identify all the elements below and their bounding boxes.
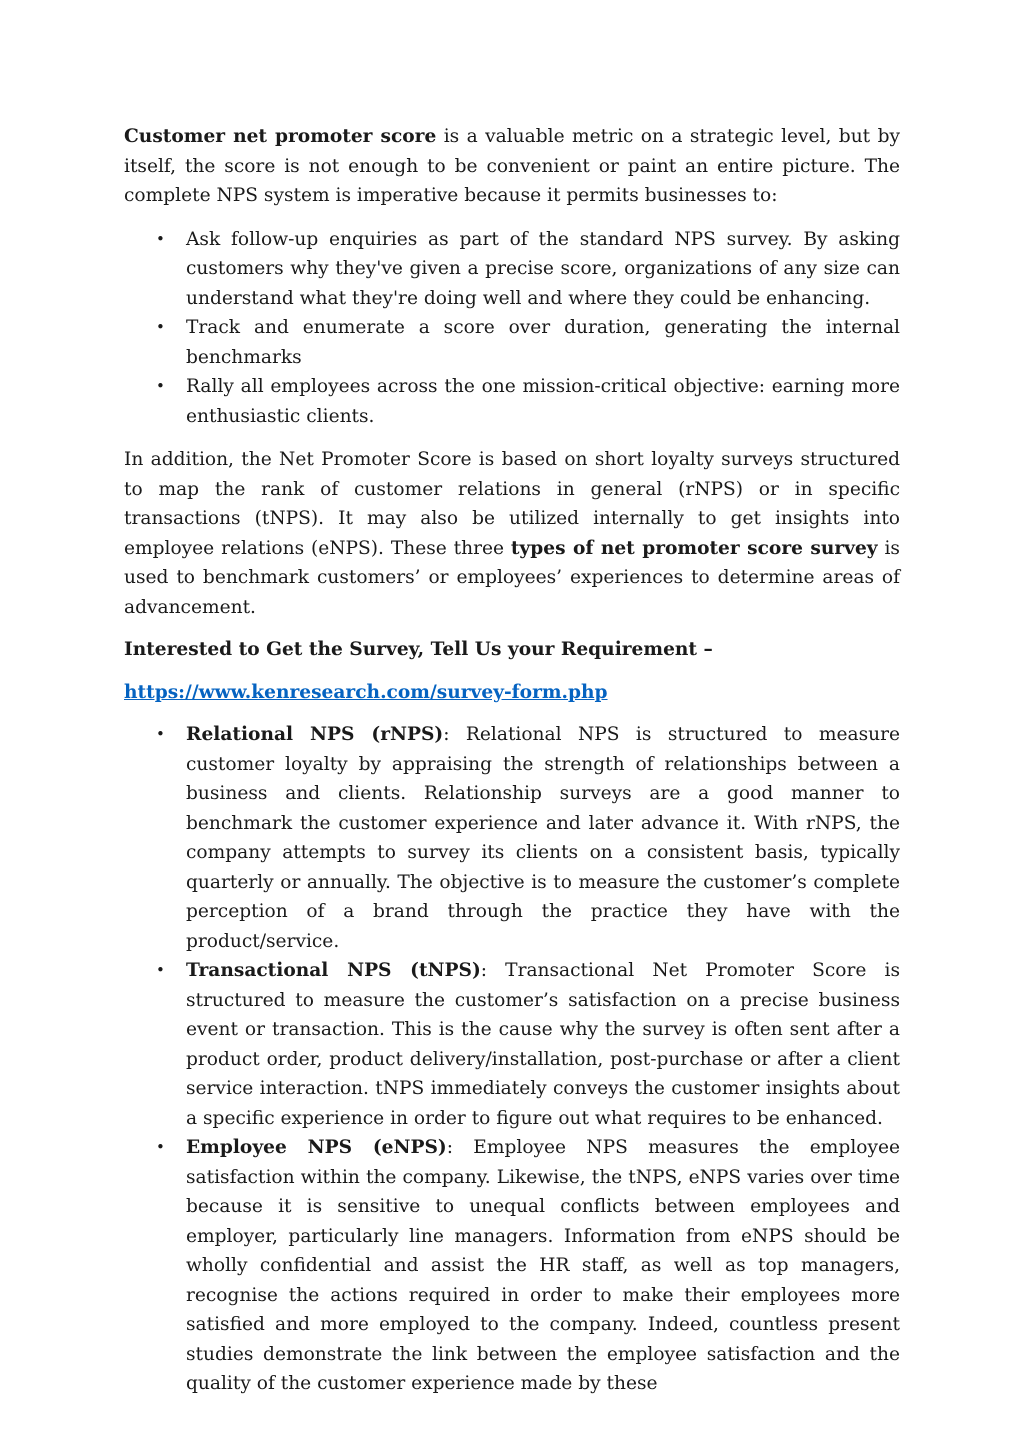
list-item-text: Ask follow-up enquiries as part of the standard NPS survey. By asking customers why they've given a precise score, organizations of any size can understand what they're doing well and where they could be enhancing. [186, 228, 900, 309]
intro-bold-term: Customer net promoter score [124, 126, 437, 147]
list-item [124, 720, 900, 956]
link-paragraph [124, 678, 900, 708]
list-item-text: Track and enumerate a score over duration, generating the internal benchmarks [186, 317, 900, 368]
bullet-icon: • [156, 229, 165, 248]
list-item [124, 372, 900, 431]
list-item-text: : Employee NPS measures the employee satisfaction within the company. Likewise, the tNPS, eNPS varies over time because it is sensitive to unequal conflicts between employees and employer, particularly line managers. Information from eNPS should be wholly confidential and assist the HR staff, as well as top managers, recognise the actions required in order to make their employees more satisfied and more employed to the company. Indeed, countless present studies demonstrate the link between the employee satisfaction and the quality of the customer experience made by these [186, 1137, 900, 1394]
survey-form-link[interactable]: https://www.kenresearch.com/survey-form.php [124, 681, 608, 703]
addition-paragraph [124, 445, 900, 622]
addition-text-1: In addition, the Net Promoter Score is based on short loyalty surveys structured to map the rank of customer relations in general (rNPS) or in specific transactions (tNPS). It may also be utilized internally to get insights into employee relations (eNPS). These three [124, 449, 900, 559]
list-item-title: Transactional NPS (tNPS) [186, 960, 481, 981]
document-body [124, 122, 900, 1399]
list-item-text: : Relational NPS is structured to measure customer loyalty by appraising the strength of relationships between a business and clients. Relationship surveys are a good manner to benchmark the customer experience and later advance it. With rNPS, the company attempts to survey its clients on a consistent basis, typically quarterly or annually. The objective is to measure the customer’s complete perception of a brand through the practice they have with the product/service. [186, 724, 900, 952]
bullet-icon: • [156, 725, 165, 743]
intro-paragraph [124, 122, 900, 211]
nps-types-list [124, 720, 900, 1399]
list-item-text: Rally all employees across the one mission-critical objective: earning more enthusiastic clients. [186, 376, 900, 427]
benefits-list [124, 225, 900, 432]
intro-text: is a valuable metric on a strategic level, but by itself, the score is not enough to be convenient or paint an entire picture. The complete NPS system is imperative because it permits businesses to: [124, 126, 900, 206]
list-item [124, 1133, 900, 1399]
bullet-icon: • [156, 961, 165, 979]
list-item-title: Employee NPS (eNPS) [186, 1137, 447, 1158]
addition-bold-term: types of net promoter score survey [510, 537, 878, 559]
addition-text-2: is used to benchmark customers’ or employees’ experiences to determine areas of advancement. [124, 537, 900, 618]
list-item-text: : Transactional Net Promoter Score is structured to measure the customer’s satisfaction on a precise business event or transaction. This is the cause why the survey is often sent after a product order, product delivery/installation, post-purchase or after a client service interaction. tNPS immediately conveys the customer insights about a specific experience in order to figure out what requires to be enhanced. [186, 960, 900, 1129]
interest-heading: Interested to Get the Survey, Tell Us your Requirement – [124, 639, 713, 660]
bullet-icon: • [156, 318, 165, 336]
bullet-icon: • [156, 377, 165, 395]
list-item [124, 956, 900, 1133]
list-item [124, 313, 900, 372]
list-item-title: Relational NPS (rNPS) [186, 724, 444, 745]
bullet-icon: • [156, 1138, 165, 1156]
list-item [124, 225, 900, 314]
